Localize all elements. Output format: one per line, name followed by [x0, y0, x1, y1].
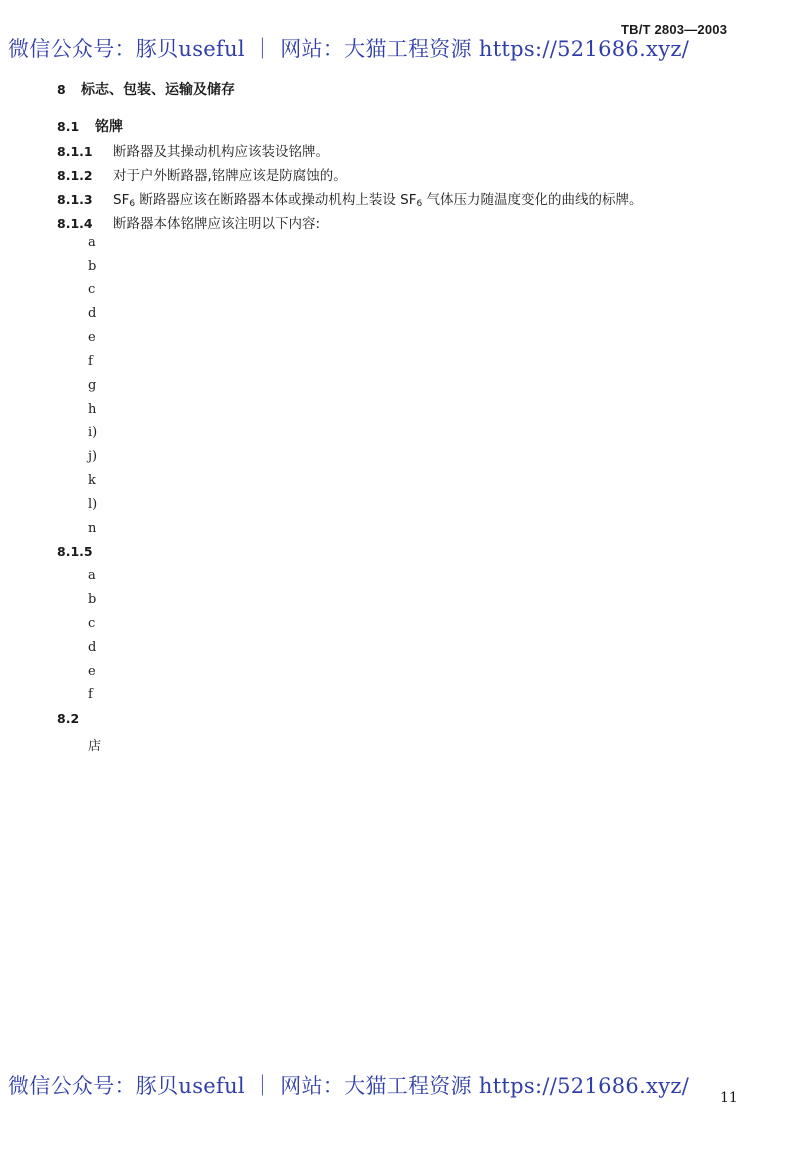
clause-8-1-2	[57, 164, 347, 184]
watermark-bottom: 微信公众号：豚贝useful ｜ 网站：大猫工程资源 https://521686.xyz/	[8, 1074, 690, 1098]
list-item-marker: e	[88, 664, 96, 679]
list-item-marker: h	[88, 402, 97, 417]
clause-number: 8.1.5	[57, 544, 93, 559]
section-number: 8.2	[57, 711, 80, 726]
clause-number: 8.1.2	[57, 168, 93, 183]
list-item-marker: d	[88, 640, 97, 655]
subsection-number: 8.1	[57, 119, 80, 134]
section-heading	[57, 79, 235, 99]
clause-text: 对于户外断路器,铭牌应该是防腐蚀的。	[113, 168, 347, 184]
clause-text-part1: SF	[113, 192, 130, 208]
subscript: 6	[129, 199, 136, 209]
section-8-2-fragment: 店	[88, 739, 102, 754]
list-item-marker: l)	[88, 497, 98, 512]
section-8-2	[57, 711, 95, 727]
list-item-marker: i)	[88, 425, 98, 440]
list-item-marker: j)	[88, 449, 98, 464]
clause-number: 8.1.3	[57, 192, 93, 207]
list-item-marker: b	[88, 592, 97, 607]
list-item-marker: a	[88, 568, 96, 583]
list-item-marker: f	[88, 687, 93, 702]
section-title: 标志、包装、运输及储存	[81, 82, 235, 98]
clause-8-1-3	[57, 188, 643, 209]
subsection-title: 铭牌	[95, 119, 123, 135]
clause-8-1-5	[57, 544, 113, 560]
clause-text: 断路器本体铭牌应该注明以下内容:	[113, 216, 321, 232]
list-item-marker: d	[88, 306, 97, 321]
list-item-marker: c	[88, 282, 96, 297]
subsection-heading	[57, 116, 123, 136]
standard-code: TB/T 2803—2003	[621, 22, 728, 37]
list-item-marker: e	[88, 330, 96, 345]
clause-text: 断路器及其操动机构应该装设铭牌。	[113, 144, 329, 160]
section-number: 8	[57, 82, 66, 97]
subscript: 6	[416, 199, 423, 209]
clause-8-1-1	[57, 140, 329, 160]
clause-8-1-4	[57, 212, 320, 232]
clause-text-part2: 断路器应该在断路器本体或操动机构上装设 SF	[135, 192, 417, 208]
list-item-marker: a	[88, 235, 96, 250]
list-item-marker: n	[88, 521, 97, 536]
list-item-marker: k	[88, 473, 96, 488]
list-item-marker: f	[88, 354, 93, 369]
watermark-top: 微信公众号：豚贝useful ｜ 网站：大猫工程资源 https://521686.xyz/	[8, 37, 690, 61]
clause-number: 8.1.4	[57, 216, 93, 231]
clause-text-part3: 气体压力随温度变化的曲线的标牌。	[422, 192, 643, 208]
list-item-marker: g	[88, 378, 97, 393]
page-number: 11	[720, 1090, 738, 1106]
list-item-marker: b	[88, 259, 97, 274]
clause-number: 8.1.1	[57, 144, 93, 159]
list-item-marker: c	[88, 616, 96, 631]
